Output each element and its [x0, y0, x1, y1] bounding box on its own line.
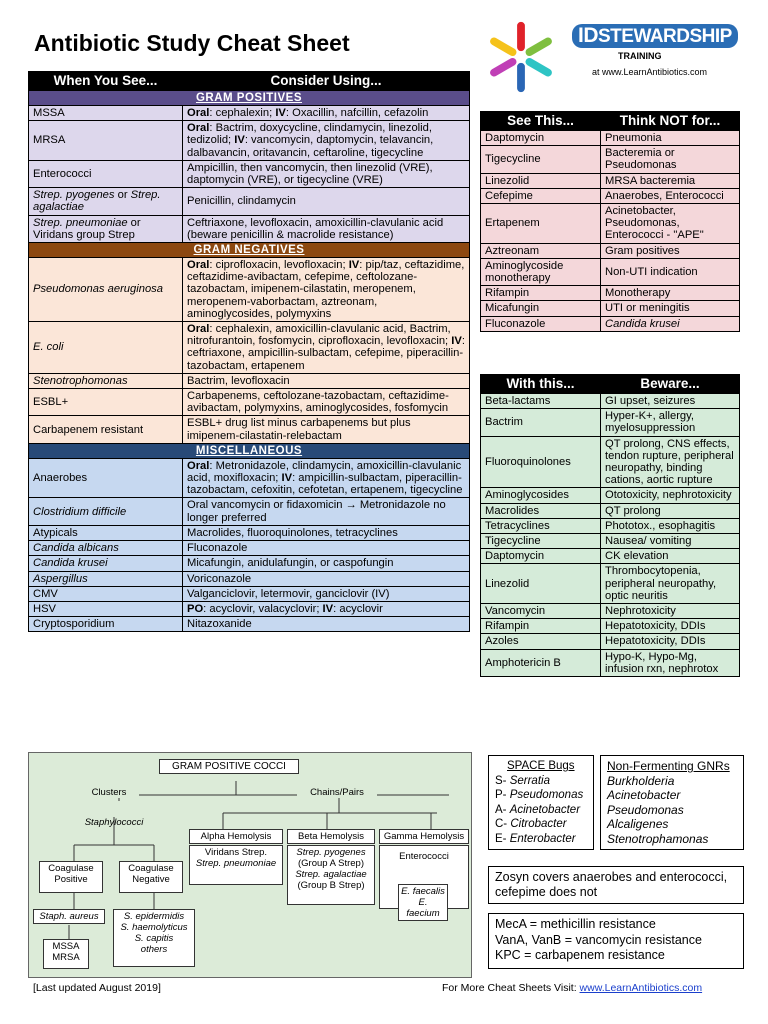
drug-cell: Micafungin: [481, 301, 601, 316]
brand-logo: [572, 24, 738, 77]
table-row: [29, 258, 470, 322]
drug-cell: Valganciclovir, letermovir, ganciclovir (IV): [183, 586, 470, 601]
table-row: [481, 394, 740, 409]
note-cell: UTI or meningitis: [601, 301, 740, 316]
space-bug-name: Acinetobacter: [509, 803, 581, 816]
drug-cell: Bactrim, levofloxacin: [183, 373, 470, 388]
header-think-not: Think NOT for...: [601, 112, 740, 131]
drug-cell: Daptomycin: [481, 131, 601, 146]
list-item: others: [140, 944, 168, 955]
gram-positive-cocci-diagram: [28, 752, 472, 978]
organism-cell: Pseudomonas aeruginosa: [29, 258, 183, 322]
table-row: [481, 301, 740, 316]
drug-cell: ESBL+ drug list minus carbapenems but plus imipenem-cilastatin-relebactam: [183, 416, 470, 443]
non-fermenting-title: Non-Fermenting GNRs: [607, 759, 730, 773]
think-not-table: [480, 111, 740, 332]
header-consider-using: Consider Using...: [183, 72, 470, 91]
space-bug-letter: P-: [495, 789, 510, 801]
organism-cell: HSV: [29, 601, 183, 616]
header-see-this: See This...: [481, 112, 601, 131]
drug-cell: Macrolides, fluoroquinolones, tetracyclines: [183, 525, 470, 540]
table-row: [29, 525, 470, 540]
section-title: GRAM POSITIVES: [29, 91, 470, 106]
drug-cell: Tigecycline: [481, 146, 601, 173]
note-cell: Bacteremia or Pseudomonas: [601, 146, 740, 173]
table-row: [481, 258, 740, 285]
table-row: [481, 243, 740, 258]
non-fermenting-box: [600, 755, 744, 850]
drug-cell: Amphotericin B: [481, 649, 601, 676]
space-bugs-title: SPACE Bugs: [507, 760, 575, 772]
note-cell: QT prolong, CNS effects, tendon rupture, peripheral neuropathy, binding cations, aortic rupture: [601, 436, 740, 488]
table-row: [29, 121, 470, 161]
header-with-this: With this...: [481, 375, 601, 394]
resistance-box: [488, 913, 744, 969]
note-cell: Anaerobes, Enterococci: [601, 188, 740, 203]
list-item: Strep. agalactiae: [295, 869, 367, 880]
drug-cell: Beta-lactams: [481, 394, 601, 409]
table-row: [481, 188, 740, 203]
table-row: [29, 416, 470, 443]
space-bug-letter: C-: [495, 818, 511, 830]
table-row: [29, 586, 470, 601]
list-item: Viridans Strep.: [204, 847, 268, 858]
node-beta-list: [287, 845, 375, 905]
list-item: KPC = carbapenem resistance: [495, 948, 665, 962]
organism-cell: Anaerobes: [29, 458, 183, 498]
organism-cell: Candida albicans: [29, 541, 183, 556]
list-item: VanA, VanB = vancomycin resistance: [495, 932, 702, 947]
space-bug-name: Enterobacter: [509, 832, 576, 845]
label-chains-pairs: Chains/Pairs: [297, 787, 377, 798]
drug-cell: Oral: Metronidazole, clindamycin, amoxicillin-clavulanic acid, moxifloxacin; IV: ampicillin-sulbactam, piperacillin-tazobactam, cefoxitin, cefotetan, ertapenem, tigecycline: [183, 458, 470, 498]
drug-cell: Fluconazole: [183, 541, 470, 556]
space-bug-item: [495, 832, 587, 847]
last-updated: [Last updated August 2019]: [33, 982, 161, 994]
capsule-logo-icon: [482, 18, 560, 96]
drug-cell: Aztreonam: [481, 243, 601, 258]
table-row: [481, 409, 740, 436]
note-cell: MRSA bacteremia: [601, 173, 740, 188]
drug-cell: Rifampin: [481, 286, 601, 301]
organism-cell: Stenotrophomonas: [29, 373, 183, 388]
organism-drug-table: [28, 71, 470, 632]
space-bug-letter: A-: [495, 803, 510, 816]
label-staphylococci: Staphylococci: [84, 817, 144, 828]
organism-cell: Carbapenem resistant: [29, 416, 183, 443]
drug-cell: Oral: Bactrim, doxycycline, clindamycin, linezolid, tedizolid; IV: vancomycin, daptomycin, telavancin, dalbavancin, oritavancin, ceftaroline, tigecycline: [183, 121, 470, 161]
note-cell: Gram positives: [601, 243, 740, 258]
node-gamma-box: [379, 845, 469, 919]
space-bug-item: [495, 817, 587, 832]
space-bugs-box: [488, 755, 594, 850]
organism-cell: Candida krusei: [29, 556, 183, 571]
note-cell: Ototoxicity, nephrotoxicity: [601, 488, 740, 503]
organism-cell: MSSA: [29, 106, 183, 121]
table-row: [481, 146, 740, 173]
drug-cell: Micafungin, anidulafungin, or caspofungin: [183, 556, 470, 571]
node-beta-hemolysis: Beta Hemolysis: [287, 829, 375, 844]
drug-cell: Tetracyclines: [481, 518, 601, 533]
list-item: Alcaligenes: [607, 817, 669, 831]
table-row: [29, 498, 470, 525]
brand-name: IDSTEWARDSHIP: [572, 24, 738, 48]
node-gram-positive-cocci: GRAM POSITIVE COCCI: [159, 759, 299, 774]
organism-cell: Enterococci: [29, 160, 183, 187]
drug-cell: Tigecycline: [481, 534, 601, 549]
list-item: Acinetobacter: [607, 788, 681, 802]
section-title: GRAM NEGATIVES: [29, 243, 470, 258]
note-cell: Hypo-K, Hypo-Mg, infusion rxn, nephrotox: [601, 649, 740, 676]
list-item: Strep. pneumoniae: [195, 858, 277, 869]
organism-cell: CMV: [29, 586, 183, 601]
table-row: [481, 564, 740, 604]
list-item: MecA = methicillin resistance: [495, 917, 656, 931]
table-row: [481, 518, 740, 533]
note-cell: Pneumonia: [601, 131, 740, 146]
drug-cell: Macrolides: [481, 503, 601, 518]
section-header: [29, 443, 470, 458]
table-row: [481, 316, 740, 331]
table-row: [481, 503, 740, 518]
table-row: [481, 534, 740, 549]
organism-cell: E. coli: [29, 322, 183, 374]
space-bug-name: Serratia: [509, 774, 550, 787]
table-row: [29, 617, 470, 632]
non-fermenting-list: [607, 774, 737, 847]
list-item: S. epidermidis: [123, 911, 185, 922]
organism-cell: Strep. pneumoniae or Viridans group Strep: [29, 215, 183, 242]
note-cell: Hepatotoxicity, DDIs: [601, 619, 740, 634]
note-cell: Acinetobacter, Pseudomonas, Enterococci - "APE": [601, 204, 740, 244]
drug-cell: Aminoglycoside monotherapy: [481, 258, 601, 285]
note-cell: Candida krusei: [601, 316, 740, 331]
drug-cell: Voriconazole: [183, 571, 470, 586]
drug-cell: Aminoglycosides: [481, 488, 601, 503]
drug-cell: Oral: cephalexin, amoxicillin-clavulanic acid, Bactrim, nitrofurantoin, fosfomycin, ciprofloxacin, levofloxacin; IV: ceftriaxone, ampicillin-sulbactam, cefepime, piperacillin-tazobactam, ertapenem: [183, 322, 470, 374]
organism-cell: Aspergillus: [29, 571, 183, 586]
table-row: [29, 541, 470, 556]
drug-cell: Oral: cephalexin; IV: Oxacillin, nafcillin, cefazolin: [183, 106, 470, 121]
drug-cell: Penicillin, clindamycin: [183, 188, 470, 215]
space-bug-item: [495, 803, 587, 818]
table-row: [481, 204, 740, 244]
table-row: [29, 571, 470, 586]
table-row: [481, 649, 740, 676]
list-item: Strep. pyogenes: [296, 847, 366, 858]
drug-cell: Cefepime: [481, 188, 601, 203]
drug-cell: Oral vancomycin or fidaxomicin → Metronidazole no longer preferred: [183, 498, 470, 525]
page-title: Antibiotic Study Cheat Sheet: [34, 30, 350, 56]
drug-cell: Vancomycin: [481, 604, 601, 619]
note-cell: Hepatotoxicity, DDIs: [601, 634, 740, 649]
table-row: [481, 286, 740, 301]
section-header: [29, 243, 470, 258]
note-cell: QT prolong: [601, 503, 740, 518]
node-gamma-hemolysis: Gamma Hemolysis: [379, 829, 469, 844]
drug-cell: Nitazoxanide: [183, 617, 470, 632]
drug-cell: Daptomycin: [481, 549, 601, 564]
table-row: [29, 188, 470, 215]
space-bug-item: [495, 788, 587, 803]
beware-table: [480, 374, 740, 677]
list-item: (Group B Strep): [297, 880, 365, 891]
note-cell: Phototox., esophagitis: [601, 518, 740, 533]
table-row: [481, 173, 740, 188]
list-item: E. faecalis: [401, 886, 445, 897]
footer-more-text: For More Cheat Sheets Visit:: [442, 982, 580, 994]
list-item: S. capitis: [134, 933, 174, 944]
list-item: E. faecium: [406, 897, 440, 919]
table-row: [29, 106, 470, 121]
brand-training: TRAINING: [618, 51, 662, 61]
space-bug-letter: S-: [495, 774, 510, 787]
space-bug-name: Pseudomonas: [509, 789, 584, 801]
space-bug-item: [495, 774, 587, 789]
label-clusters: Clusters: [79, 787, 139, 798]
organism-cell: ESBL+: [29, 389, 183, 416]
table-row: [29, 215, 470, 242]
organism-cell: Clostridium difficile: [29, 498, 183, 525]
drug-cell: Rifampin: [481, 619, 601, 634]
note-cell: Thrombocytopenia, peripheral neuropathy, optic neuritis: [601, 564, 740, 604]
space-bug-letter: E-: [495, 832, 510, 845]
drug-cell: Azoles: [481, 634, 601, 649]
list-item: Burkholderia: [607, 773, 675, 788]
note-cell: Hyper-K+, allergy, myelosuppression: [601, 409, 740, 436]
node-alpha-list: [189, 845, 283, 885]
drug-cell: Oral: ciprofloxacin, levofloxacin; IV: pip/taz, ceftazidime, ceftazidime-avibactam, cefepime, ceftolozane-tazobactam, imipenem-cilastatin, meropenem, meropenem-vaborbactam, aztreonam, aminoglycosides, polymyxins: [183, 258, 470, 322]
note-cell: GI upset, seizures: [601, 394, 740, 409]
organism-cell: MRSA: [29, 121, 183, 161]
node-mssa-mrsa: MSSA MRSA: [43, 939, 89, 969]
learnantibiotics-link[interactable]: www.LearnAntibiotics.com: [579, 982, 703, 994]
table-row: [29, 556, 470, 571]
drug-cell: Ertapenem: [481, 204, 601, 244]
node-coagulase-positive: Coagulase Positive: [39, 861, 103, 893]
section-header: [29, 91, 470, 106]
table-row: [29, 160, 470, 187]
list-item: (Group A Strep): [297, 858, 364, 869]
label-enterococci: Enterococci: [399, 851, 449, 862]
table-row: [481, 619, 740, 634]
section-title: MISCELLANEOUS: [29, 443, 470, 458]
list-item: S. haemolyticus: [120, 922, 188, 933]
node-staph-aureus: Staph. aureus: [33, 909, 105, 924]
node-alpha-hemolysis: Alpha Hemolysis: [189, 829, 283, 844]
node-gamma-list: [398, 884, 448, 921]
node-coag-negative-list: [113, 909, 195, 967]
node-coagulase-negative: Coagulase Negative: [119, 861, 183, 893]
header-when-you-see: When You See...: [29, 72, 183, 91]
drug-cell: Linezolid: [481, 564, 601, 604]
brand-website: at www.LearnAntibiotics.com: [592, 67, 708, 77]
note-cell: Nephrotoxicity: [601, 604, 740, 619]
table-row: [29, 601, 470, 616]
table-row: [481, 488, 740, 503]
list-item: Stenotrophamonas: [607, 831, 709, 846]
space-bug-name: Citrobacter: [510, 818, 567, 830]
header-beware: Beware...: [601, 375, 740, 394]
organism-cell: Cryptosporidium: [29, 617, 183, 632]
table-row: [29, 322, 470, 374]
drug-cell: PO: acyclovir, valacyclovir; IV: acyclovir: [183, 601, 470, 616]
drug-cell: Bactrim: [481, 409, 601, 436]
list-item: Pseudomonas: [607, 802, 684, 817]
table-row: [481, 436, 740, 488]
note-cell: Non-UTI indication: [601, 258, 740, 285]
drug-cell: Fluoroquinolones: [481, 436, 601, 488]
drug-cell: Ceftriaxone, levofloxacin, amoxicillin-clavulanic acid (beware penicillin & macrolide resistance): [183, 215, 470, 242]
note-cell: Nausea/ vomiting: [601, 534, 740, 549]
drug-cell: Fluconazole: [481, 316, 601, 331]
organism-cell: Atypicals: [29, 525, 183, 540]
drug-cell: Linezolid: [481, 173, 601, 188]
organism-cell: Strep. pyogenes or Strep. agalactiae: [29, 188, 183, 215]
zosyn-note: Zosyn covers anaerobes and enterococci, cefepime does not: [488, 866, 744, 904]
footer-more: [442, 982, 702, 994]
table-row: [481, 634, 740, 649]
table-row: [29, 389, 470, 416]
note-cell: Monotherapy: [601, 286, 740, 301]
drug-cell: Ampicillin, then vancomycin, then linezolid (VRE), daptomycin (VRE), or tigecycline (VRE): [183, 160, 470, 187]
space-bugs-list: [495, 774, 587, 847]
table-row: [481, 131, 740, 146]
note-cell: CK elevation: [601, 549, 740, 564]
table-row: [481, 604, 740, 619]
table-row: [481, 549, 740, 564]
table-row: [29, 373, 470, 388]
table-row: [29, 458, 470, 498]
drug-cell: Carbapenems, ceftolozane-tazobactam, ceftazidime-avibactam, polymyxins, aminoglycosides, fosfomycin: [183, 389, 470, 416]
